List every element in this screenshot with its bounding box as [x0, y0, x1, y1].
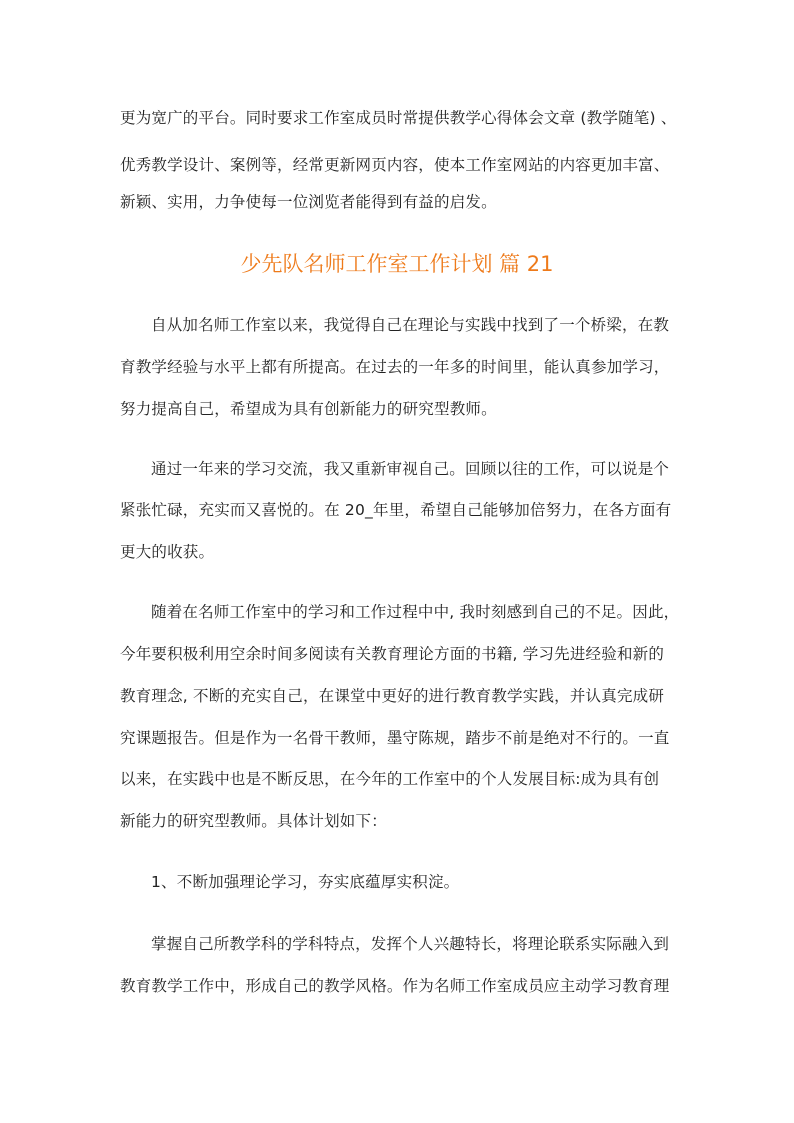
text-line: 更为宽广的平台。同时要求工作室成员时常提供教学心得体会文章 (教学随笔) 、 [120, 109, 677, 127]
paragraph-line: 通过一年来的学习交流，我又重新审视自己。回顾以往的工作，可以说是个 [151, 460, 670, 478]
paragraph-line: 紧张忙碌，充实而又喜悦的。在 20_年里，希望自己能够加倍努力，在各方面有 [120, 501, 672, 519]
paragraph-line: 今年要积极利用空余时间多阅读有关教育理论方面的书籍, 学习先进经验和新的 [120, 645, 665, 663]
paragraph-line: 更大的收获。 [120, 543, 215, 561]
paragraph-line: 掌握自己所教学科的学科特点，发挥个人兴趣特长，将理论联系实际融入到 [151, 935, 670, 953]
paragraph-line: 随着在名师工作室中的学习和工作过程中中, 我时刻感到自己的不足。因此， [151, 603, 680, 621]
paragraph-line: 教育教学工作中，形成自己的教学风格。作为名师工作室成员应主动学习教育理 [120, 977, 670, 995]
text-line: 优秀教学设计、案例等，经常更新网页内容，使本工作室网站的内容更加丰富、 [120, 156, 670, 174]
paragraph-line: 努力提高自己，希望成为具有创新能力的研究型教师。 [120, 400, 497, 418]
list-item: 1、不断加强理论学习，夯实底蕴厚实积淀。 [151, 873, 460, 891]
paragraph-line: 新能力的研究型教师。具体计划如下： [120, 812, 387, 830]
text-line: 新颖、实用，力争使每一位浏览者能得到有益的启发。 [120, 193, 497, 211]
paragraph-line: 育教学经验与水平上都有所提高。在过去的一年多的时间里，能认真参加学习， [120, 358, 670, 376]
paragraph-line: 教育理念, 不断的充实自己，在课堂中更好的进行教育教学实践，并认真完成研 [120, 687, 665, 705]
section-heading: 少先队名师工作室工作计划 篇 21 [240, 252, 554, 276]
paragraph-line: 以来，在实践中也是不断反思，在今年的工作室中的个人发展目标:成为具有创 [120, 770, 660, 788]
paragraph-line: 自从加名师工作室以来，我觉得自己在理论与实践中找到了一个桥梁，在教 [151, 316, 670, 334]
paragraph-line: 究课题报告。但是作为一名骨干教师，墨守陈规，踏步不前是绝对不行的。一直 [120, 729, 670, 747]
